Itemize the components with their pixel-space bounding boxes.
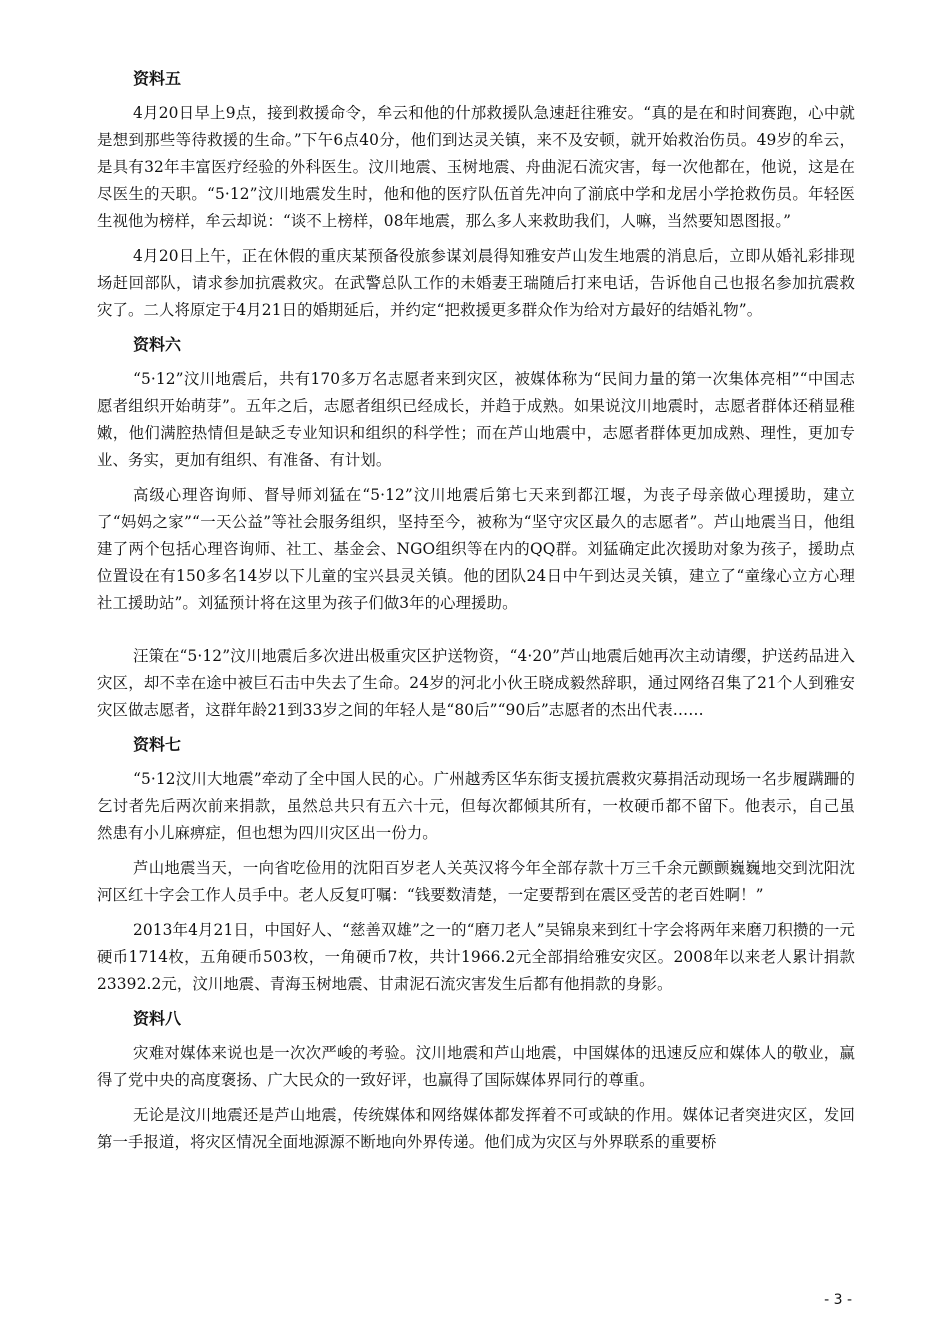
paragraph: 2013年4月21日，中国好人、“慈善双雄”之一的“磨刀老人”吴锦泉来到红十字会将两年来磨刀积攒的一元硬币1714枚，五角硬币503枚，一角硬币7枚，共计1966.2元全部捐给雅安灾区。2008年以来老人累计捐款23392.2元，汶川地震、青海玉树地震、甘肃泥石流灾害发生后都有他捐款的身影。 — [97, 921, 855, 993]
paragraph: 灾难对媒体来说也是一次次严峻的考验。汶川地震和芦山地震，中国媒体的迅速反应和媒体人的敬业，赢得了党中央的高度褒扬、广大民众的一致好评，也赢得了国际媒体界同行的尊重。 — [97, 1044, 855, 1089]
paragraph: 芦山地震当天，一向省吃俭用的沈阳百岁老人关英汉将今年全部存款十万三千余元颤颤巍巍地交到沈阳沈河区红十字会工作人员手中。老人反复叮嘱：“钱要数清楚，一定要帮到在震区受苦的老百姓啊！” — [97, 859, 855, 904]
paragraph: 无论是汶川地震还是芦山地震，传统媒体和网络媒体都发挥着不可或缺的作用。媒体记者突进灾区，发回第一手报道，将灾区情况全面地源源不断地向外界传递。他们成为灾区与外界联系的重要桥 — [97, 1106, 855, 1151]
paragraph: 4月20日上午，正在休假的重庆某预备役旅参谋刘晨得知雅安芦山发生地震的消息后，立即从婚礼彩排现场赶回部队，请求参加抗震救灾。在武警总队工作的未婚妻王瑞随后打来电话，告诉他自己也报名参加抗震救灾了。二人将原定于4月21日的婚期延后，并约定“把救援更多群众作为给对方最好的结婚礼物”。 — [97, 247, 855, 319]
section-heading-5: 资料五 — [133, 69, 182, 88]
section-heading-7: 资料七 — [133, 735, 182, 754]
page-number: - 3 - — [824, 1292, 852, 1308]
paragraph: 4月20日早上9点，接到救援命令，牟云和他的什邡救援队急速赶往雅安。“真的是在和时间赛跑，心中就是想到那些等待救援的生命。”下午6点40分，他们到达灵关镇，来不及安顿，就开始救治伤员。49岁的牟云，是具有32年丰富医疗经验的外科医生。汶川地震、玉树地震、舟曲泥石流灾害，每一次他都在，他说，这是在尽医生的天职。“5·12”汶川地震发生时，他和他的医疗队伍首先冲向了湔底中学和龙居小学抢救伤员。年轻医生视他为榜样，牟云却说：“谈不上榜样，08年地震，那么多人来救助我们，人嘛，当然要知恩图报。” — [97, 104, 855, 230]
paragraph: “5·12汶川大地震”牵动了全中国人民的心。广州越秀区华东街支援抗震救灾募捐活动现场一名步履蹒跚的乞讨者先后两次前来捐款，虽然总共只有五六十元，但每次都倾其所有，一枚硬币都不留下。他表示，自己虽然患有小儿麻痹症，但也想为四川灾区出一份力。 — [97, 770, 855, 842]
paragraph: 汪策在“5·12”汶川地震后多次进出极重灾区护送物资，“4·20”芦山地震后她再次主动请缨，护送药品进入灾区，却不幸在途中被巨石击中失去了生命。24岁的河北小伙王晓成毅然辞职，通过网络召集了21个人到雅安灾区做志愿者，这群年龄21到33岁之间的年轻人是“80后”“90后”志愿者的杰出代表…… — [97, 647, 855, 719]
document-body — [97, 66, 855, 1164]
paragraph: “5·12”汶川地震后，共有170多万名志愿者来到灾区，被媒体称为“民间力量的第一次集体亮相”“中国志愿者组织开始萌芽”。五年之后，志愿者组织已经成长，并趋于成熟。如果说汶川地震时，志愿者群体还稍显稚嫩，他们满腔热情但是缺乏专业知识和组织的科学性；而在芦山地震中，志愿者群体更加成熟、理性，更加专业、务实，更加有组织、有准备、有计划。 — [97, 370, 855, 469]
paragraph: 高级心理咨询师、督导师刘猛在“5·12”汶川地震后第七天来到都江堰，为丧子母亲做心理援助，建立了“妈妈之家”“一天公益”等社会服务组织，坚持至今，被称为“坚守灾区最久的志愿者”。芦山地震当日，他组建了两个包括心理咨询师、社工、基金会、NGO组织等在内的QQ群。刘猛确定此次援助对象为孩子，援助点位置设在有150多名14岁以下儿童的宝兴县灵关镇。他的团队24日中午到达灵关镇，建立了“童缘心立方心理社工援助站”。刘猛预计将在这里为孩子们做3年的心理援助。 — [97, 486, 855, 612]
section-heading-8: 资料八 — [133, 1009, 182, 1028]
paragraph-gap — [97, 625, 855, 643]
section-heading-6: 资料六 — [133, 335, 182, 354]
